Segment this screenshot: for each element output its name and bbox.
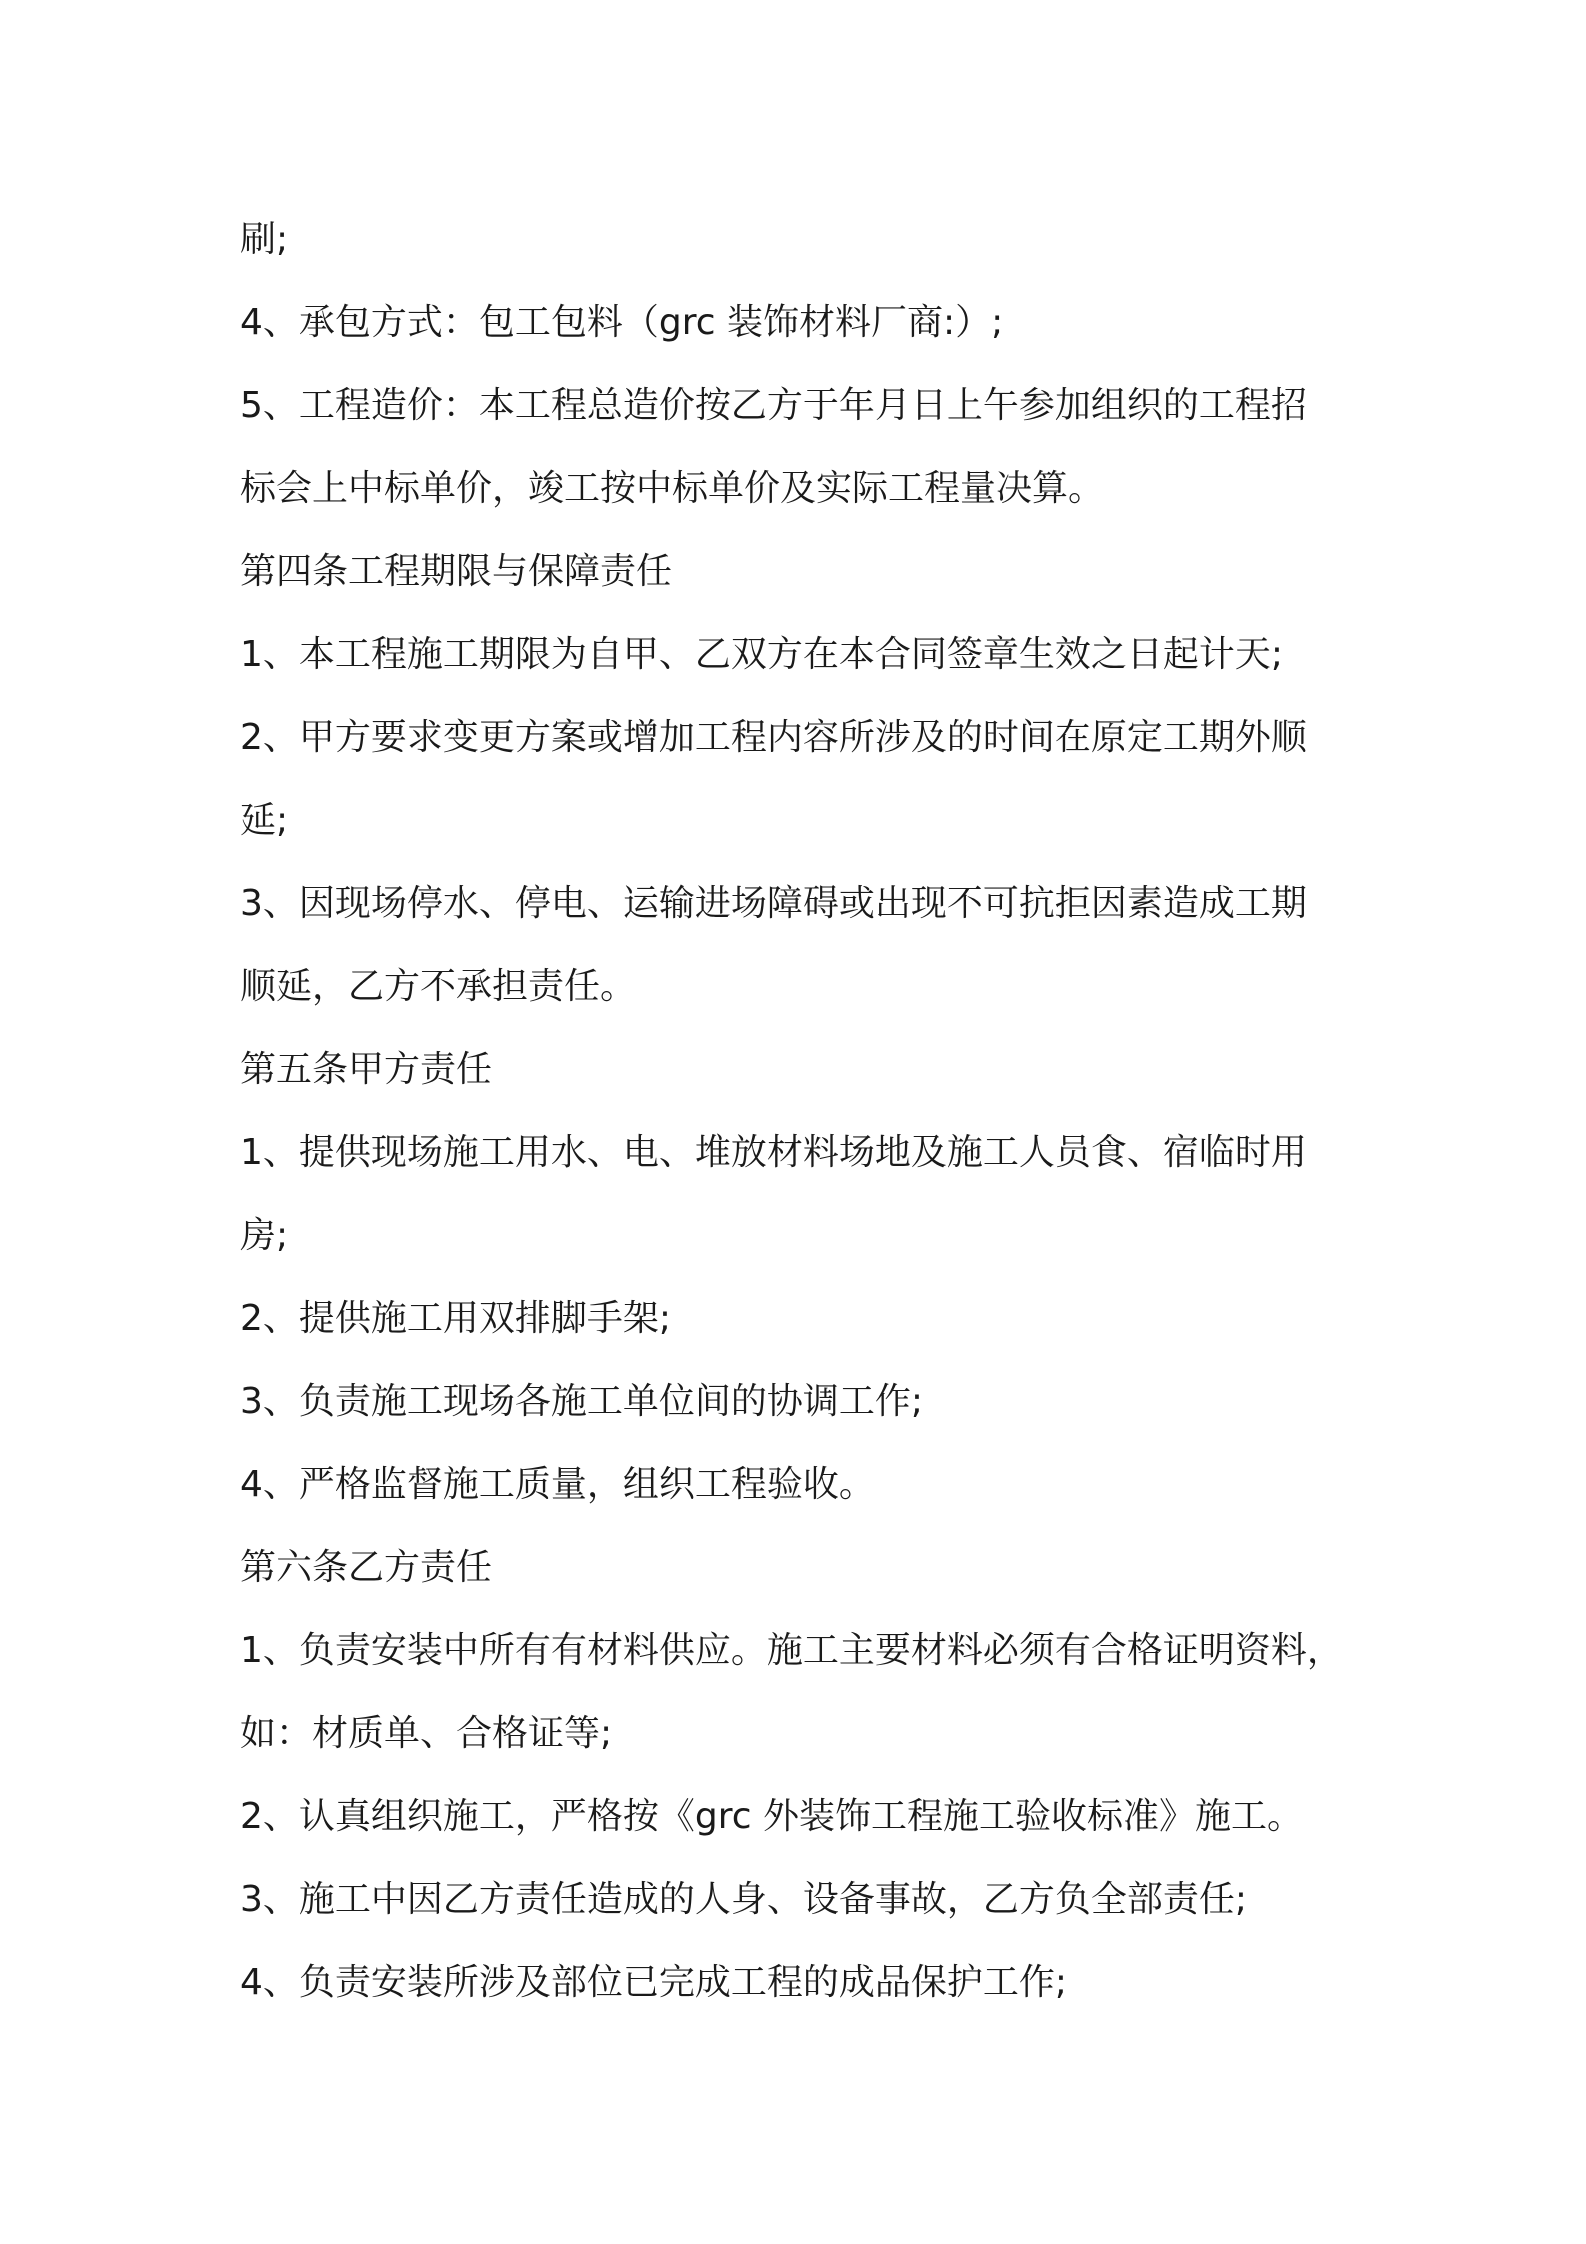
clause-contract-method: 4、承包方式：包工包料（grc 装饰材料厂商:）; (240, 302, 1004, 343)
article-5-item-4: 4、严格监督施工质量，组织工程验收。 (240, 1464, 875, 1505)
article-5-item-1: 1、提供现场施工用水、电、堆放材料场地及施工人员食、宿临时用 (240, 1132, 1307, 1173)
article-4-item-3-cont: 顺延，乙方不承担责任。 (240, 966, 637, 1007)
article-5-item-1-cont: 房; (240, 1215, 289, 1256)
article-4-item-3: 3、因现场停水、停电、运输进场障碍或出现不可抗拒因素造成工期 (240, 883, 1307, 924)
article-6-item-1: 1、负责安装中所有有材料供应。施工主要材料必须有合格证明资料， (240, 1630, 1343, 1671)
article-5-item-2: 2、提供施工用双排脚手架; (240, 1298, 672, 1339)
clause-project-cost: 5、工程造价：本工程总造价按乙方于年月日上午参加组织的工程招 (240, 385, 1307, 426)
article-4-item-1: 1、本工程施工期限为自甲、乙双方在本合同签章生效之日起计天; (240, 634, 1284, 675)
article-6-item-2: 2、认真组织施工，严格按《grc 外装饰工程施工验收标准》施工。 (240, 1796, 1304, 1837)
document-body (240, 198, 1370, 2024)
section-heading-article-4: 第四条工程期限与保障责任 (240, 551, 673, 592)
article-6-item-1-cont: 如：材质单、合格证等; (240, 1713, 613, 1754)
section-heading-article-6: 第六条乙方责任 (240, 1547, 493, 1588)
text-line-continuation: 刷; (240, 219, 289, 260)
article-5-item-3: 3、负责施工现场各施工单位间的协调工作; (240, 1381, 924, 1422)
section-heading-article-5: 第五条甲方责任 (240, 1049, 493, 1090)
clause-project-cost-cont: 标会上中标单价，竣工按中标单价及实际工程量决算。 (240, 468, 1105, 509)
article-4-item-2-cont: 延; (240, 800, 289, 841)
article-6-item-3: 3、施工中因乙方责任造成的人身、设备事故，乙方负全部责任; (240, 1879, 1248, 1920)
article-4-item-2: 2、甲方要求变更方案或增加工程内容所涉及的时间在原定工期外顺 (240, 717, 1307, 758)
article-6-item-4: 4、负责安装所涉及部位已完成工程的成品保护工作; (240, 1962, 1068, 2003)
